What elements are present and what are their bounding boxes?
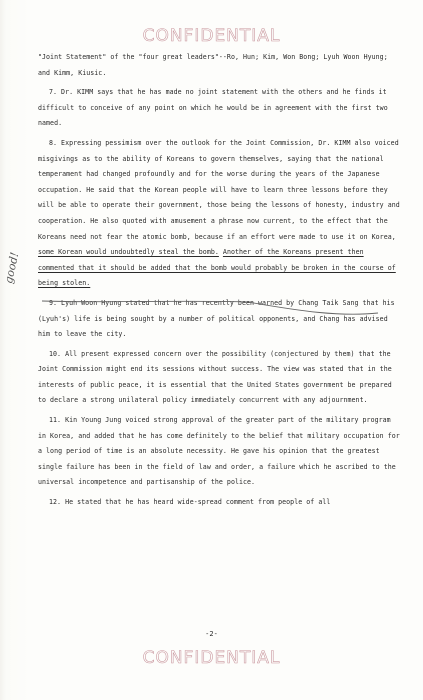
paragraph-7: 7. Dr. KIMM says that he has made no joint statement with the others and he finds it difficult to conceive of any point on which he would be in agreement with the first two named. xyxy=(38,88,388,128)
paragraph-intro: "Joint Statement" of the "four great leaders"--Ro, Hun; Kim, Won Bong; Lyuh Woon Hyung; and Kimm, Kiusic. xyxy=(38,53,388,77)
paragraph-8 xyxy=(38,136,402,292)
paragraph-8-text: 8. Expressing pessimism over the outlook for the Joint Commission, Dr. KIMM also voiced misgivings as to the ability of Koreans to govern themselves, saying that the national temperament had changed profoundly and for the worse during the years of the Japanese occupation. He said that the Korean people will have to learn three lessons before they will be able to operate their government, those being the lessons of honesty, industry and cooperation. He also quoted with amusement a phrase now current, to the effect that the Koreans need not fear the atomic bomb, because if an effort were made to use it on Korea, xyxy=(38,138,400,241)
paragraph-10: 10. All present expressed concern over the possibility (conjectured by them) that the Joint Commission might end its sessions without success. The view was stated that in the interests of public peace, it is essential that the United States government be prepared to declare a strong unilateral policy immediately concurrent with any adjournment. xyxy=(38,349,392,405)
document-body xyxy=(38,50,402,515)
handwritten-underline-stroke xyxy=(40,297,380,327)
page-number: -2- xyxy=(205,630,218,638)
paragraph-8-underlined-2: Another of the Koreans present then commented that it should be added that the bomb would probably be broken in the course of being stolen. xyxy=(38,248,396,288)
paragraph-9: 9. Lyuh Woon Hyung stated that he has recently been warned by Chang Taik Sang that his (Lyuh's) life is being sought by a number of political opponents, and Chang has advised him to leave the city. xyxy=(38,298,395,339)
paragraph-12: 12. He stated that he has heard wide-spread comment from people of all xyxy=(49,498,331,507)
paragraph-8-underlined-1: some Korean would undoubtedly steal the bomb. xyxy=(38,248,219,257)
handwritten-margin-note: good! xyxy=(2,250,22,285)
confidential-stamp-top: CONFIDENTIAL xyxy=(142,26,281,46)
confidential-stamp-bottom: CONFIDENTIAL xyxy=(142,648,281,668)
paragraph-11: 11. Kin Young Jung voiced strong approval of the greater part of the military program in Korea, and added that he has come definitely to the belief that military occupation for a long period of time is an absolute necessity. He gave his opinion that the greatest single failure has been in the field of law and order, a failure which he ascribed to the universal incompetence and partisanship of the police. xyxy=(38,416,400,487)
